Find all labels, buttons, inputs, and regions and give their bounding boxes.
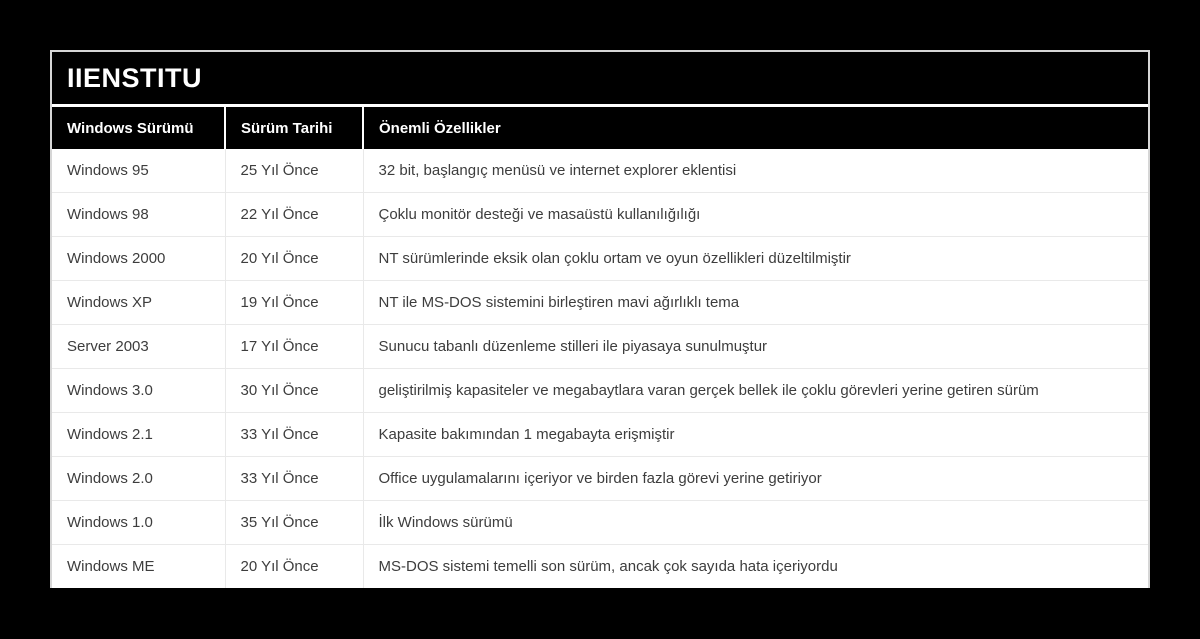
- table-row: [52, 457, 1148, 501]
- cell-date: 33 Yıl Önce: [225, 413, 363, 457]
- cell-date: 25 Yıl Önce: [225, 149, 363, 193]
- cell-features: Office uygulamalarını içeriyor ve birden fazla görevi yerine getiriyor: [363, 457, 1148, 501]
- cell-features: İlk Windows sürümü: [363, 501, 1148, 545]
- cell-version: Server 2003: [52, 325, 225, 369]
- cell-version: Windows XP: [52, 281, 225, 325]
- table-row: [52, 501, 1148, 545]
- cell-version: Windows 3.0: [52, 369, 225, 413]
- cell-version: Windows 95: [52, 149, 225, 193]
- cell-date: 35 Yıl Önce: [225, 501, 363, 545]
- cell-features: Çoklu monitör desteği ve masaüstü kullanılığılığı: [363, 193, 1148, 237]
- cell-date: 20 Yıl Önce: [225, 237, 363, 281]
- cell-date: 22 Yıl Önce: [225, 193, 363, 237]
- cell-features: 32 bit, başlangıç menüsü ve internet explorer eklentisi: [363, 149, 1148, 193]
- table-header-row: [52, 107, 1148, 149]
- page-title: IIENSTITU: [52, 52, 1148, 107]
- column-header-windows-version: Windows Sürümü: [52, 107, 225, 149]
- cell-features: Kapasite bakımından 1 megabayta erişmiştir: [363, 413, 1148, 457]
- table-row: [52, 325, 1148, 369]
- table-row: [52, 281, 1148, 325]
- cell-version: Windows 1.0: [52, 501, 225, 545]
- cell-features: MS-DOS sistemi temelli son sürüm, ancak çok sayıda hata içeriyordu: [363, 545, 1148, 589]
- column-header-key-features: Önemli Özellikler: [363, 107, 1148, 149]
- table-row: [52, 545, 1148, 589]
- table-row: [52, 237, 1148, 281]
- cell-features: geliştirilmiş kapasiteler ve megabaytlara varan gerçek bellek ile çoklu görevleri yerine getiren sürüm: [363, 369, 1148, 413]
- cell-version: Windows ME: [52, 545, 225, 589]
- cell-features: NT sürümlerinde eksik olan çoklu ortam ve oyun özellikleri düzeltilmiştir: [363, 237, 1148, 281]
- table-row: [52, 149, 1148, 193]
- cell-date: 17 Yıl Önce: [225, 325, 363, 369]
- table-row: [52, 193, 1148, 237]
- cell-features: Sunucu tabanlı düzenleme stilleri ile piyasaya sunulmuştur: [363, 325, 1148, 369]
- table-row: [52, 369, 1148, 413]
- windows-versions-card: [50, 50, 1150, 588]
- windows-versions-table: [52, 107, 1148, 588]
- cell-version: Windows 2.0: [52, 457, 225, 501]
- cell-date: 20 Yıl Önce: [225, 545, 363, 589]
- cell-date: 33 Yıl Önce: [225, 457, 363, 501]
- cell-version: Windows 2.1: [52, 413, 225, 457]
- cell-version: Windows 98: [52, 193, 225, 237]
- cell-version: Windows 2000: [52, 237, 225, 281]
- table-row: [52, 413, 1148, 457]
- cell-features: NT ile MS-DOS sistemini birleştiren mavi ağırlıklı tema: [363, 281, 1148, 325]
- column-header-release-date: Sürüm Tarihi: [225, 107, 363, 149]
- cell-date: 30 Yıl Önce: [225, 369, 363, 413]
- cell-date: 19 Yıl Önce: [225, 281, 363, 325]
